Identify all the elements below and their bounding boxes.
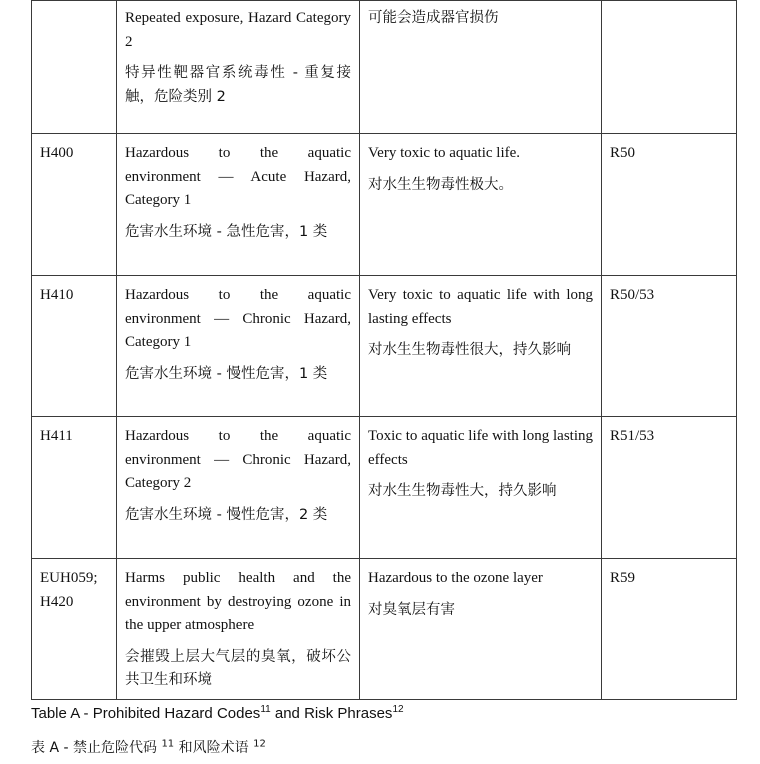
table-row (32, 1, 737, 134)
hazard-description-cell (117, 417, 360, 559)
hazard-code-cell: H411 (32, 417, 117, 559)
caption-en-mid: and Risk Phrases (270, 705, 393, 722)
hazard-code-cell: H400 (32, 134, 117, 276)
risk-phrase-cell: R50 (602, 134, 737, 276)
hazard-description-en: Repeated exposure, Hazard Category 2 (125, 10, 351, 50)
hazard-phrase-zh: 对水生生物毒性很大，持久影响 (368, 342, 571, 358)
hazard-phrase-en: Hazardous to the ozone layer (368, 570, 543, 586)
hazard-phrase-cell (360, 559, 602, 700)
hazard-description-cell (117, 134, 360, 276)
footnote-ref-11-zh: 11 (161, 738, 175, 750)
hazard-codes-table (31, 0, 737, 700)
hazard-description-zh: 会摧毁上层大气层的臭氧，破坏公共卫生和环境 (125, 648, 351, 688)
hazard-phrase-cell (360, 417, 602, 559)
hazard-description-cell (117, 276, 360, 417)
risk-phrase-cell: R51/53 (602, 417, 737, 559)
hazard-phrase-en: Toxic to aquatic life with long lasting effects (368, 428, 593, 468)
hazard-phrase-zh: 对水生生物毒性大，持久影响 (368, 483, 557, 499)
hazard-code-cell: H410 (32, 276, 117, 417)
hazard-code-cell: EUH059; H420 (32, 559, 117, 700)
hazard-description-en: Harms public health and the environment by destroying ozone in the upper atmosphere (125, 570, 351, 633)
hazard-description-cell (117, 1, 360, 134)
hazard-phrase-cell (360, 1, 602, 134)
table-row (32, 417, 737, 559)
hazard-phrase-cell (360, 276, 602, 417)
footnote-ref-12-zh: 12 (253, 738, 266, 750)
caption-zh-text: 表 A - 禁止危险代码 (31, 740, 162, 756)
hazard-phrase-zh: 可能会造成器官损伤 (368, 10, 499, 26)
hazard-description-zh: 危害水生环境 - 急性危害，1 类 (125, 223, 328, 240)
risk-phrase-cell: R59 (602, 559, 737, 700)
hazard-description-en: Hazardous to the aquatic environment — Chronic Hazard, Category 1 (125, 287, 351, 350)
hazard-description-cell (117, 559, 360, 700)
hazard-phrase-en: Very toxic to aquatic life with long lasting effects (368, 287, 593, 327)
hazard-phrase-en: Very toxic to aquatic life. (368, 145, 521, 161)
risk-phrase-cell (602, 1, 737, 134)
hazard-phrase-cell (360, 134, 602, 276)
hazard-description-en: Hazardous to the aquatic environment — Chronic Hazard, Category 2 (125, 428, 351, 491)
table-row (32, 134, 737, 276)
table-caption-en (31, 704, 404, 724)
risk-phrase-cell: R50/53 (602, 276, 737, 417)
table-caption-zh (31, 738, 266, 758)
table-row (32, 559, 737, 700)
hazard-description-zh: 危害水生环境 - 慢性危害，1 类 (125, 365, 328, 382)
caption-zh-mid: 和风险术语 (174, 740, 254, 756)
hazard-description-zh: 危害水生环境 - 慢性危害，2 类 (125, 506, 328, 523)
caption-en-text: Table A - Prohibited Hazard Codes (31, 705, 261, 722)
footnote-ref-12: 12 (392, 704, 404, 715)
hazard-description-zh: 特异性靶器官系统毒性 - 重复接触，危险类别 2 (125, 65, 351, 105)
hazard-phrase-zh: 对水生生物毒性极大。 (368, 176, 513, 193)
hazard-code-cell (32, 1, 117, 134)
hazard-description-en: Hazardous to the aquatic environment — Acute Hazard, Category 1 (125, 145, 351, 208)
hazard-phrase-zh: 对臭氧层有害 (368, 601, 455, 618)
table-row (32, 276, 737, 417)
footnote-ref-11: 11 (260, 704, 271, 715)
